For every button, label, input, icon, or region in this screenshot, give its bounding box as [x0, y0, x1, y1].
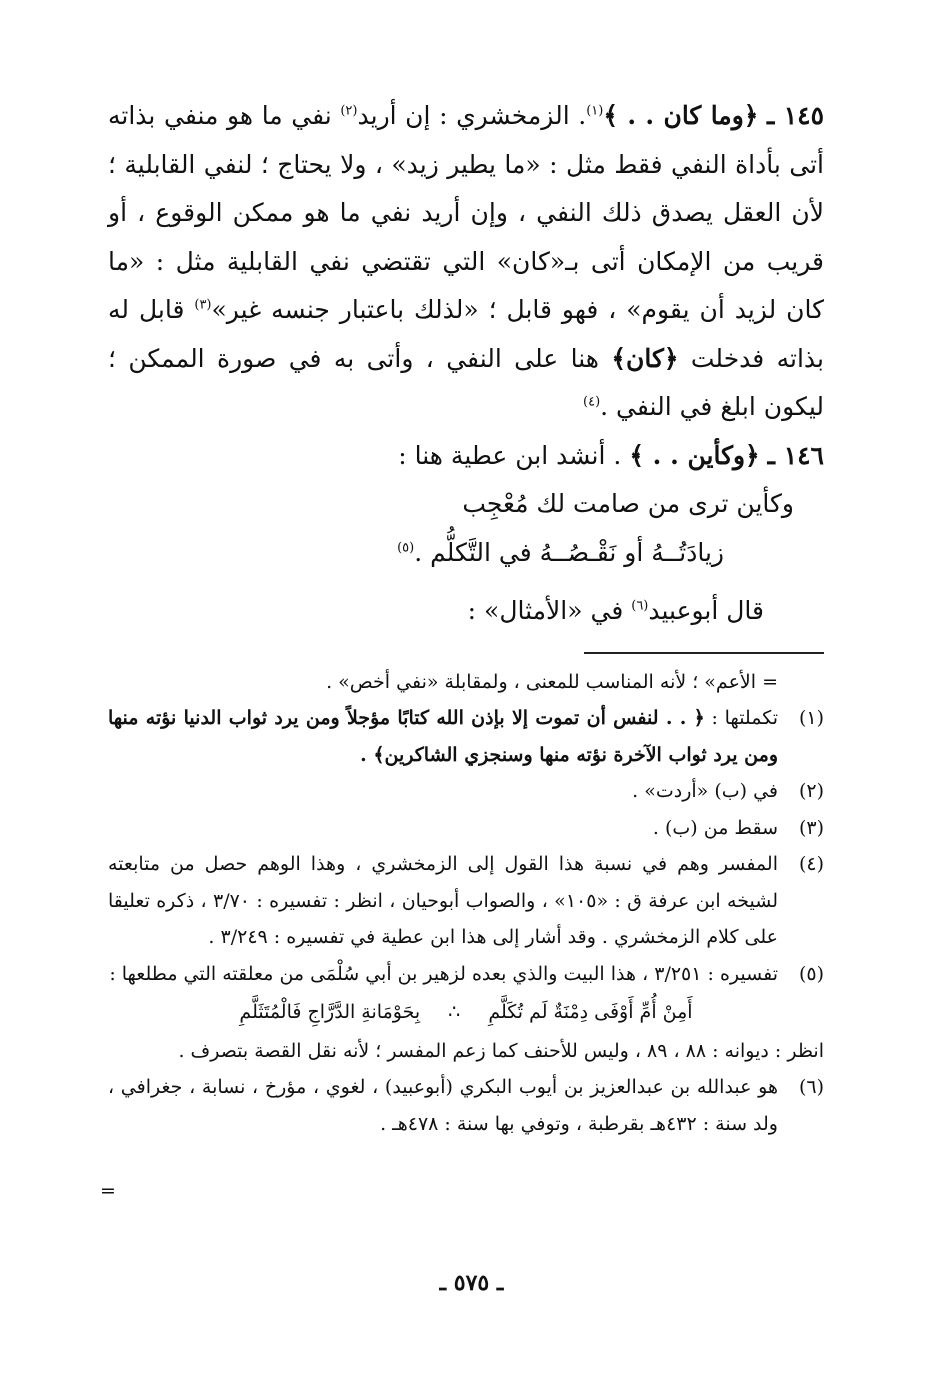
quranic-quote: ﴿كان﴾: [611, 343, 679, 373]
footnote-lead: تكملتها :: [704, 707, 778, 729]
footnote-5-continuation: انظر : ديوانه : ٨٨ ، ٨٩ ، وليس للأحنف كما زعم المفسر ؛ لأنه نقل القصة بتصرف .: [178, 1039, 824, 1062]
footnote-2: [108, 773, 824, 810]
footnote-mark: (٣): [798, 816, 824, 839]
verse-line-1: وكأين ترى من صامت لك مُعْجِب: [462, 489, 794, 518]
lead-line: [108, 587, 824, 636]
footnote-ref[interactable]: (٦): [631, 598, 649, 614]
entry-number: ١٤٦ ـ: [767, 440, 824, 470]
poem-separator: ∴: [448, 1001, 461, 1023]
footnote-6: [108, 1069, 824, 1142]
poem-hemistich-2: بِحَوْمَانةِ الدَّرَّاجِ فَالْمُتَثَلَّمِ: [239, 1001, 421, 1023]
footnote-mark: (١): [798, 707, 824, 729]
footnote-divider: [584, 652, 824, 654]
footnote-mark: (٥): [798, 962, 824, 985]
footnotes: [108, 664, 824, 1143]
footnote-text: تفسيره : ٣/٢٥١ ، هذا البيت والذي بعده لزهير بن أبي سُلْمَى من معلقته التي مطلعها :: [109, 962, 778, 985]
footnote-ref[interactable]: (١): [586, 103, 604, 119]
main-text: [108, 92, 824, 636]
footnote-text: المفسر وهم في نسبة هذا القول إلى الزمخشري ، وهذا الوهم حصل من متابعته لشيخه ابن عرفة ق : «١٠٥» ، والصواب أبوحيان ، انظر : تفسيره : ٣/٧٠ ، ذكره تعليقا على كلام الزمخشري . وقد أشار إلى هذا ابن عطية في تفسيره : ٣/٢٤٩ .: [108, 853, 778, 948]
verse-line-2: [108, 529, 824, 578]
page-number: ـ ٥٧٥ ـ: [439, 1270, 504, 1296]
footnote-5: [108, 956, 824, 993]
footnote-ref[interactable]: (٣): [194, 297, 212, 313]
footnote-mark: (٢): [798, 780, 824, 802]
lead-text: في «الأمثال» :: [467, 596, 632, 625]
footnote-ref[interactable]: (٢): [340, 103, 358, 119]
footnote-ref[interactable]: (٤): [583, 394, 601, 410]
page-content: [100, 92, 825, 1342]
paragraph-text: . أنشد ابن عطية هنا :: [398, 440, 622, 470]
footnote-4: [108, 846, 824, 956]
footnote-text: هو عبدالله بن عبدالعزيز بن أيوب البكري (أبوعبيد) ، لغوي ، مؤرخ ، نسابة ، جغرافي ، ولد سنة : ٤٣٢هـ بقرطبة ، وتوفي بها سنة : ٤٧٨هـ .: [108, 1076, 778, 1135]
footnote-mark: (٤): [798, 853, 824, 875]
paragraph-145: [108, 92, 824, 432]
quranic-quote: ﴿وما كان . . ﴾: [603, 101, 759, 130]
footnote-1: [108, 700, 824, 773]
footnote-carryover: = الأعم» ؛ لأنه المناسب للمعنى ، ولمقابلة «نفي أخص» .: [326, 670, 778, 693]
paragraph-146: [108, 432, 824, 481]
footnote-poem: [108, 994, 824, 1031]
footnote-mark: (٦): [798, 1076, 824, 1098]
continued-mark: =: [100, 1180, 116, 1202]
paragraph-text: نفي ما هو منفي بذاته أتى بأداة النفي فقط مثل : «ما يطير زيد» ، ولا يحتاج ؛ لنفي القابلية ؛ لأن العقل يصدق ذلك النفي ، وإن أريد نفي ما هو ممكن الوقوع ، أو قريب من الإمكان أتى بـ«كان» التي تقتضي نفي القابلية مثل : «ما كان لزيد أن يقوم» ، فهو قابل ؛ «لذلك باعتبار جنسه غير»: [108, 101, 825, 324]
paragraph-text: . الزمخشري : إن أريد: [357, 101, 587, 130]
poem-hemistich-1: أَمِنْ أُمِّ أَوْفَى دِمْنَةٌ لَم تُكَلَّمِ: [488, 1001, 693, 1023]
lead-text: قال أبوعبيد: [648, 596, 764, 625]
paragraph-text: قابل له بذاته فدخلت: [108, 295, 824, 373]
footnote-text: سقط من (ب) .: [652, 816, 778, 839]
paragraph-text: هنا على النفي ، وأتى به في صورة الممكن ؛ ليكون ابلغ في النفي .: [108, 343, 824, 421]
quranic-quote: ﴿وكأين . . ﴾: [629, 440, 760, 470]
footnote-text: في (ب) «أردت» .: [632, 780, 778, 802]
entry-number: ١٤٥ ـ: [767, 101, 825, 130]
footnote-3: [108, 810, 824, 847]
footnote-ref[interactable]: (٥): [397, 540, 415, 556]
verse-text: زيادَتُــهُ أو نَقْـصُــهُ في التَّكلُّم .: [414, 537, 724, 567]
footnote-text: ﴿ . . لنفس أن تموت إلا بإذن الله كتابًا مؤجلاً ومن يرد ثواب الدنيا نؤته منها ومن يرد ثواب الآخرة نؤته منها وسنجزي الشاكرين﴾ .: [108, 707, 778, 766]
